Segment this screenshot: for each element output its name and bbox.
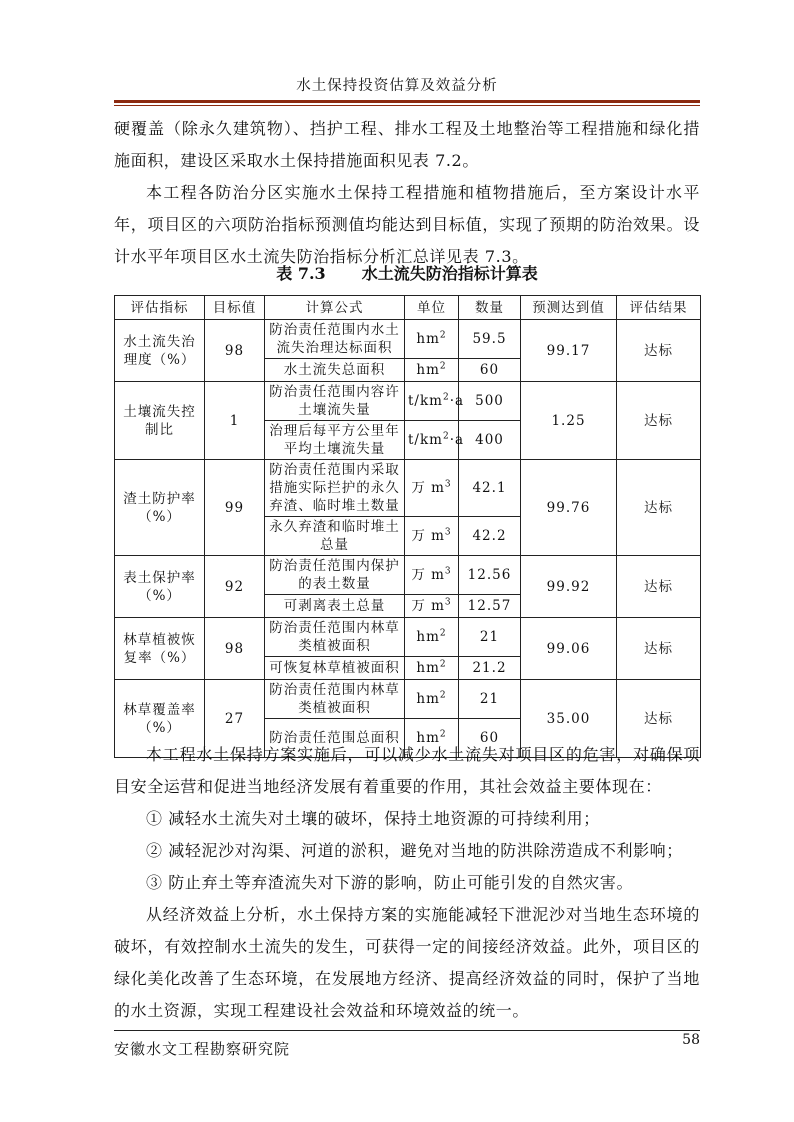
table-caption-number: 表 7.3 xyxy=(276,264,326,283)
unit-cell: 万 $m^3$ xyxy=(405,556,459,595)
paragraph-continuation: 硬覆盖（除永久建筑物）、挡护工程、排水工程及土地整治等工程措施和绿化措施面积，建设区采取水土保持措施面积见表 7.2。 xyxy=(114,119,700,170)
formula-cell: 防治责任范围内林草类植被面积 xyxy=(265,618,405,657)
predicted-cell: 99.92 xyxy=(521,556,617,618)
target-cell: 99 xyxy=(205,460,265,556)
target-cell: 98 xyxy=(205,320,265,382)
formula-cell: 防治责任范围内容许土壤流失量 xyxy=(265,382,405,421)
predicted-cell: 35.00 xyxy=(521,680,617,758)
unit-cell: $hm^2$ xyxy=(405,680,459,719)
header-target: 目标值 xyxy=(205,296,265,320)
quantity-cell: 400 xyxy=(459,421,521,460)
footer-rule xyxy=(114,1030,700,1031)
page-header-title: 水土保持投资估算及效益分析 xyxy=(296,78,498,94)
table-caption xyxy=(114,261,700,284)
formula-cell: 可恢复林草植被面积 xyxy=(265,657,405,680)
indicator-cell: 渣土防护率（%） xyxy=(115,460,205,556)
result-cell: 达标 xyxy=(617,382,701,460)
table-row xyxy=(115,320,701,359)
header-predicted: 预测达到值 xyxy=(521,296,617,320)
indicator-cell: 土壤流失控制比 xyxy=(115,382,205,460)
unit-cell: $hm^2$ xyxy=(405,719,459,758)
result-cell: 达标 xyxy=(617,618,701,680)
table-row xyxy=(115,382,701,421)
table-row xyxy=(115,618,701,657)
paragraph-economic-benefits: 从经济效益上分析，水土保持方案的实施能减轻下泄泥沙对当地生态环境的破坏，有效控制水土流失的发生，可获得一定的间接经济效益。此外，项目区的绿化美化改善了生态环境，在发展地方经济、提高经济效益的同时，保护了当地的水土资源，实现工程建设社会效益和环境效益的统一。 xyxy=(114,905,700,1020)
target-cell: 27 xyxy=(205,680,265,758)
footer-organization: 安徽水文工程勘察研究院 xyxy=(114,1040,291,1058)
unit-cell: 万 $m^3$ xyxy=(405,595,459,618)
header-indicator: 评估指标 xyxy=(115,296,205,320)
result-cell: 达标 xyxy=(617,680,701,758)
unit-cell: $t/km^2\cdot a$ xyxy=(405,382,459,421)
quantity-cell: 60 xyxy=(459,359,521,382)
formula-cell: 永久弃渣和临时堆土总量 xyxy=(265,517,405,556)
indicator-table xyxy=(114,295,701,758)
paragraph-indicators-summary: 本工程各防治分区实施水土保持工程措施和植物措施后，至方案设计水平年，项目区的六项防治指标预测值均能达到目标值，实现了预期的防治效果。设计水平年项目区水土流失防治指标分析汇总详见表 7.3。 xyxy=(114,183,700,266)
result-cell: 达标 xyxy=(617,556,701,618)
formula-cell: 防治责任范围内保护的表土数量 xyxy=(265,556,405,595)
predicted-cell: 99.17 xyxy=(521,320,617,382)
target-cell: 1 xyxy=(205,382,265,460)
page-number: 58 xyxy=(682,1032,700,1048)
quantity-cell: 60 xyxy=(459,719,521,758)
header-quantity: 数量 xyxy=(459,296,521,320)
header-rule-thin xyxy=(114,105,700,106)
formula-cell: 水土流失总面积 xyxy=(265,359,405,382)
header-rule-thick xyxy=(114,100,700,103)
formula-cell: 治理后每平方公里年平均土壤流失量 xyxy=(265,421,405,460)
quantity-cell: 12.56 xyxy=(459,556,521,595)
formula-cell: 防治责任范围内水土流失治理达标面积 xyxy=(265,320,405,359)
unit-cell: $hm^2$ xyxy=(405,657,459,680)
header-unit: 单位 xyxy=(405,296,459,320)
table-row xyxy=(115,680,701,719)
quantity-cell: 21.2 xyxy=(459,657,521,680)
table-row xyxy=(115,556,701,595)
table-row xyxy=(115,460,701,517)
unit-cell: $hm^2$ xyxy=(405,320,459,359)
quantity-cell: 21 xyxy=(459,680,521,719)
intro-paragraphs xyxy=(114,113,700,273)
header-formula: 计算公式 xyxy=(265,296,405,320)
quantity-cell: 500 xyxy=(459,382,521,421)
list-item: ③ 防止弃土等弃渣流失对下游的影响，防止可能引发的自然灾害。 xyxy=(146,873,634,892)
quantity-cell: 12.57 xyxy=(459,595,521,618)
unit-cell: $hm^2$ xyxy=(405,359,459,382)
predicted-cell: 99.06 xyxy=(521,618,617,680)
table-caption-title: 水土流失防治指标计算表 xyxy=(361,264,538,283)
closing-section xyxy=(114,739,700,1027)
quantity-cell: 42.1 xyxy=(459,460,521,517)
header-result: 评估结果 xyxy=(617,296,701,320)
predicted-cell: 99.76 xyxy=(521,460,617,556)
quantity-cell: 21 xyxy=(459,618,521,657)
indicator-cell: 林草覆盖率（%） xyxy=(115,680,205,758)
formula-cell: 可剥离表土总量 xyxy=(265,595,405,618)
quantity-cell: 59.5 xyxy=(459,320,521,359)
result-cell: 达标 xyxy=(617,320,701,382)
unit-cell: $hm^2$ xyxy=(405,618,459,657)
formula-cell: 防治责任范围总面积 xyxy=(265,719,405,758)
unit-cell: 万 $m^3$ xyxy=(405,517,459,556)
target-cell: 98 xyxy=(205,618,265,680)
target-cell: 92 xyxy=(205,556,265,618)
result-cell: 达标 xyxy=(617,460,701,556)
indicator-cell: 表土保护率（%） xyxy=(115,556,205,618)
paragraph-social-benefits: 本工程水土保持方案实施后，可以减少水土流失对项目区的危害，对确保项目安全运营和促进当地经济发展有着重要的作用，其社会效益主要体现在： xyxy=(114,745,700,796)
table-header-row xyxy=(115,296,701,320)
indicator-cell: 林草植被恢复率（%） xyxy=(115,618,205,680)
predicted-cell: 1.25 xyxy=(521,382,617,460)
indicator-cell: 水土流失治理度（%） xyxy=(115,320,205,382)
list-item: ① 减轻水土流失对土壤的破坏，保持土地资源的可持续利用； xyxy=(146,809,600,828)
quantity-cell: 42.2 xyxy=(459,517,521,556)
unit-cell: $t/km^2\cdot a$ xyxy=(405,421,459,460)
formula-cell: 防治责任范围内林草类植被面积 xyxy=(265,680,405,719)
formula-cell: 防治责任范围内采取措施实际拦护的永久弃渣、临时堆土数量 xyxy=(265,460,405,517)
list-item: ② 减轻泥沙对沟渠、河道的淤积，避免对当地的防洪除涝造成不利影响； xyxy=(146,841,683,860)
unit-cell: 万 $m^3$ xyxy=(405,460,459,517)
